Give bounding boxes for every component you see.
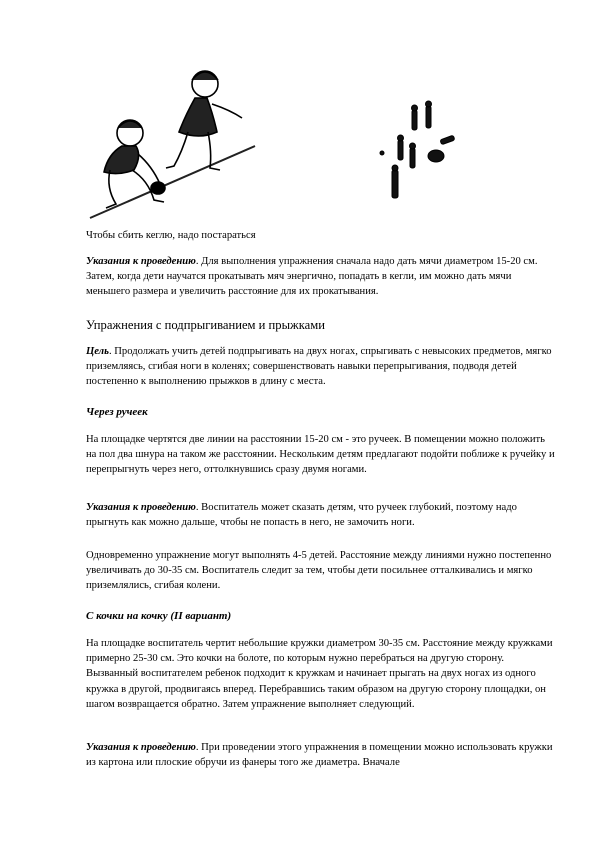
paragraph-lead: Указания к проведению bbox=[86, 742, 196, 753]
paragraph-text: . Для выполнения упражнения сначала надо дать мячи диаметром 15-20 см. Затем, когда дети научатся прокатывать мяч энергично, попадать в кегли, им можно дать мячи меньшего размера и увеличить расстояние для их прокатывания. bbox=[86, 256, 538, 298]
subsection-title-bumps: С кочки на кочку (II вариант) bbox=[86, 610, 232, 622]
skittles-group bbox=[380, 101, 455, 198]
paragraph-text: . Продолжать учить детей подпрыгивать на двух ногах, спрыгивать с невысоких предметов, мягко приземляясь, сгибая ноги в коленях; совершенствовать навыки перепрыгивания, подводя детей постепенно к выполнению прыжков в длину с места. bbox=[86, 346, 552, 388]
subsection-title-stream: Через ручеек bbox=[86, 406, 148, 418]
paragraph-text: . При проведении этого упражнения в помещении можно использовать кружки из картона или плоские обручи из фанеры того же диаметра. Вначале bbox=[86, 742, 553, 769]
standing-child-figure bbox=[166, 71, 242, 170]
illustration-caption: Чтобы сбить кеглю, надо постараться bbox=[86, 230, 256, 241]
stream-description: На площадке чертятся две линии на расстоянии 15-20 см - это ручеек. В помещении можно положить на пол два шнура на таком же расстоянии. Нескольким детям предлагают подойти поближе к ручейку и перепрыгнуть через него, оттолкнувшись сразу двумя ногами. bbox=[86, 434, 555, 476]
children-bowling-illustration bbox=[80, 58, 500, 228]
stream-note-paragraph: Одновременно упражнение могут выполнять 4-5 детей. Расстояние между линиями нужно постепенно увеличивать до 30-35 см. Воспитатель следит за тем, чтобы дети посильнее отталкивались и мягко приземлялись, сгибая колени. bbox=[86, 550, 552, 592]
paragraph-lead: Цель bbox=[86, 346, 109, 357]
paragraph-lead: Указания к проведению bbox=[86, 502, 196, 513]
instruction-paragraph-1 bbox=[86, 254, 556, 300]
goal-paragraph bbox=[86, 344, 556, 390]
instruction-paragraph-2 bbox=[86, 500, 556, 530]
paragraph-text: . Воспитатель может сказать детям, что ручеек глубокий, поэтому надо прыгнуть как можно дальше, чтобы не попасть в него, не замочить ноги. bbox=[86, 502, 517, 529]
bumps-description: На площадке воспитатель чертит небольшие кружки диаметром 30-35 см. Расстояние между кружками примерно 25-30 см. Это кочки на болоте, по которым нужно перебраться на другую сторону. Вызванный воспитателем ребенок подходит к кружкам и начинает прыгать на двух ногах из одного кружка в другой, продвигаясь вперед. Перебравшись таким образом на другую сторону площадки, он шагом возвращается обратно. Затем упражнение выполняет следующий. bbox=[86, 638, 553, 710]
crouching-child-figure bbox=[104, 120, 165, 208]
section-title: Упражнения с подпрыгиванием и прыжками bbox=[86, 318, 325, 332]
instruction-paragraph-3 bbox=[86, 740, 556, 770]
paragraph-lead: Указания к проведению bbox=[86, 256, 196, 267]
